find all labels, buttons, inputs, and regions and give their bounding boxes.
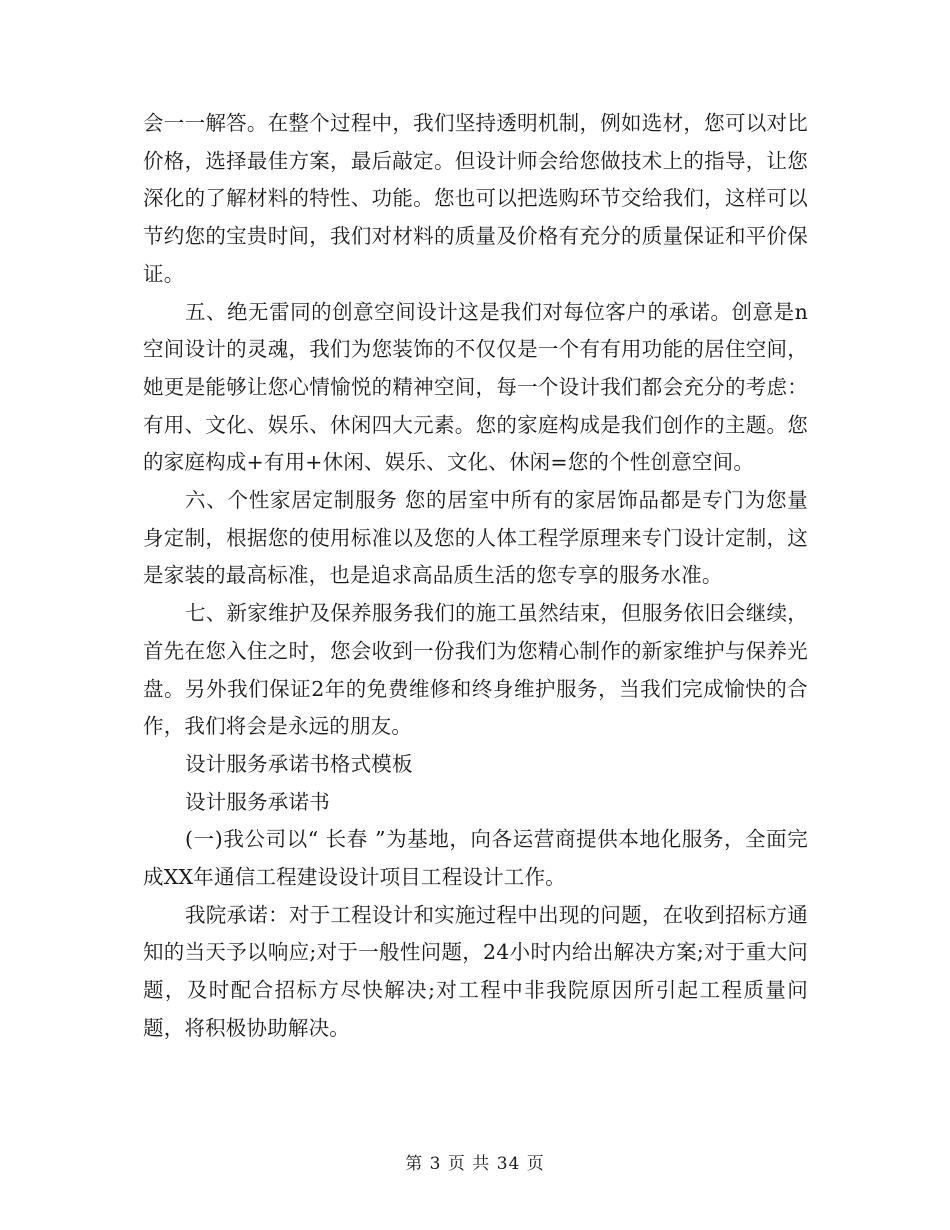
page-number-footer: 第 3 页 共 34 页 (405, 1154, 545, 1174)
paragraph-section-six: 六、个性家居定制服务 您的居室中所有的家居饰品都是专门为您量身定制，根据您的使用标准以及您的人体工程学原理来专门设计定制，这是家装的最高标准，也是追求高品质生活的您专享的服务水准。 (143, 488, 808, 588)
document-body (143, 105, 808, 1048)
paragraph-section-seven: 七、新家维护及保养服务我们的施工虽然结束，但服务依旧会继续，首先在您入住之时，您会收到一份我们为您精心制作的新家维护与保养光盘。另外我们保证2年的免费维修和终身维护服务，当我们完成愉快的合作，我们将会是永远的朋友。 (143, 601, 808, 739)
paragraph-continuation: 会一一解答。在整个过程中，我们坚持透明机制，例如选材，您可以对比价格，选择最佳方案，最后敲定。但设计师会给您做技术上的指导，让您深化的了解材料的特性、功能。您也可以把选购环节交给我们，这样可以节约您的宝贵时间，我们对材料的质量及价格有充分的质量保证和平价保证。 (143, 111, 808, 286)
paragraph-section-five: 五、绝无雷同的创意空间设计这是我们对每位客户的承诺。创意是n空间设计的灵魂，我们为您装饰的不仅仅是一个有有用功能的居住空间，她更是能够让您心情愉悦的精神空间，每一个设计我们都会充分的考虑：有用、文化、娱乐、休闲四大元素。您的家庭构成是我们创作的主题。您的家庭构成+有用+休闲、娱乐、文化、休闲=您的个性创意空间。 (143, 299, 808, 475)
template-heading: 设计服务承诺书格式模板 (185, 751, 413, 776)
letter-title: 设计服务承诺书 (185, 789, 330, 814)
paragraph-item-one: (一)我公司以“ 长春 ”为基地，向各运营商提供本地化服务，全面完成XX年通信工程建设设计项目工程设计工作。 (143, 827, 808, 890)
paragraph-commitment: 我院承诺：对于工程设计和实施过程中出现的问题，在收到招标方通知的当天予以响应;对于一般性问题，24小时内给出解决方案;对于重大问题，及时配合招标方尽快解决;对工程中非我院原因所引起工程质量问题，将积极协助解决。 (143, 902, 808, 1040)
